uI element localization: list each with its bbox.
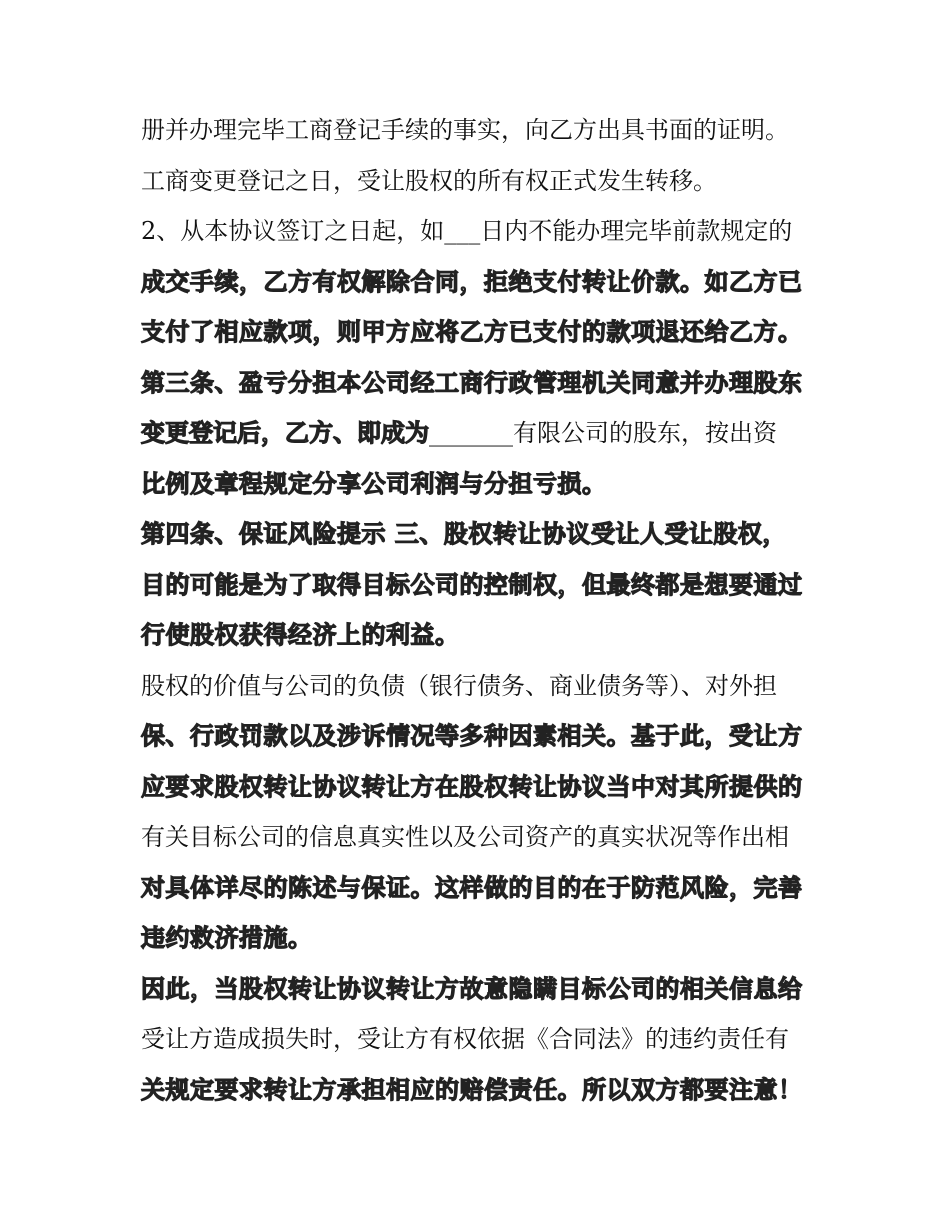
text-line: 2、从本协议签订之日起，如___日内不能办理完毕前款规定的 [141, 217, 793, 245]
text-line: 受让方造成损失时，受让方有权依据《合同法》的违约责任有 [141, 1025, 789, 1053]
text-line: 对具体详尽的陈述与保证。这样做的目的在于防范风险，完善 [141, 874, 803, 902]
text-line: 成交手续，乙方有权解除合同，拒绝支付转让价款。如乙方已 [141, 268, 803, 296]
text-line [141, 413, 821, 453]
text-line: 关规定要求转让方承担相应的赔偿责任。所以双方都要注意！ [141, 1076, 803, 1104]
text-line: 支付了相应款项，则甲方应将乙方已支付的款项退还给乙方。 [141, 318, 803, 346]
text-segment: _______有限公司的股东，按出资 [429, 419, 777, 447]
text-line: 册并办理完毕工商登记手续的事实，向乙方出具书面的证明。 [141, 116, 789, 144]
text-line: 目的可能是为了取得目标公司的控制权，但最终都是想要通过 [141, 571, 803, 599]
text-line: 应要求股权转让协议转让方在股权转让协议当中对其所提供的 [141, 773, 803, 801]
text-line: 保、行政罚款以及涉诉情况等多种因素相关。基于此，受让方 [141, 722, 803, 750]
text-segment: 变更登记后，乙方、即成为 [141, 419, 429, 447]
text-line: 比例及章程规定分享公司利润与分担亏损。 [141, 470, 607, 498]
text-line: 行使股权获得经济上的利益。 [141, 621, 460, 649]
text-line: 第三条、盈亏分担本公司经工商行政管理机关同意并办理股东 [141, 369, 803, 397]
text-line: 股权的价值与公司的负债（银行债务、商业债务等）、对外担 [141, 672, 777, 700]
text-line: 有关目标公司的信息真实性以及公司资产的真实状况等作出相 [141, 823, 789, 851]
text-line: 因此，当股权转让协议转让方故意隐瞒目标公司的相关信息给 [141, 975, 803, 1003]
text-line: 违约救济措施。 [141, 924, 313, 952]
text-line: 工商变更登记之日，受让股权的所有权正式发生转移。 [141, 167, 717, 195]
text-line: 第四条、保证风险提示 三、股权转让协议受让人受让股权， [141, 520, 787, 548]
